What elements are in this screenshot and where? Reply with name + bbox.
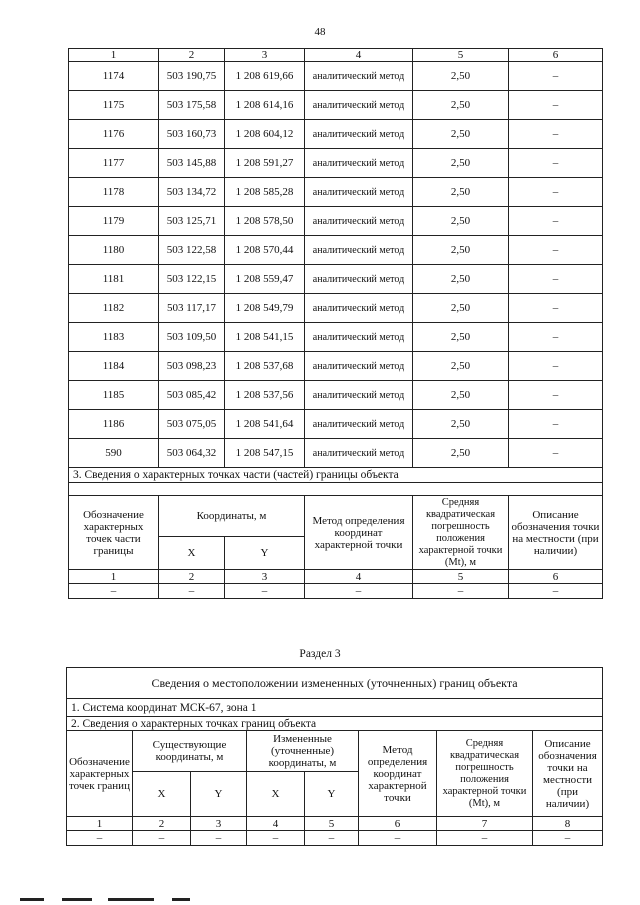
y-coord-cell: 1 208 541,15 [225,323,305,352]
column-number-row [69,49,603,62]
scan-artifact [172,898,190,901]
col-number: 1 [69,49,159,62]
dash-cell: – [305,584,413,599]
mt-cell: 2,50 [413,236,509,265]
col-number: 5 [413,570,509,584]
description-cell: – [509,323,603,352]
point-id-cell: 1185 [69,381,159,410]
method-cell: аналитический метод [305,265,413,294]
col-number: 3 [225,49,305,62]
header-existing-coords: Существующие координаты, м [133,731,247,772]
x-coord-cell: 503 175,58 [159,91,225,120]
header-y: Y [225,537,305,570]
x-coord-cell: 503 122,15 [159,265,225,294]
method-cell: аналитический метод [305,207,413,236]
header-mt: Средняя квадратическая погрешность положения характерной точки (Mt), м [413,496,509,570]
description-cell: – [509,439,603,468]
point-id-cell: 1178 [69,178,159,207]
y-coord-cell: 1 208 537,68 [225,352,305,381]
dash-cell: – [533,831,603,846]
dash-cell: – [191,831,247,846]
section-3-title: 3. Сведения о характерных точках части (частей) границы объекта [69,468,603,483]
point-row [69,323,603,352]
method-cell: аналитический метод [305,410,413,439]
scan-artifact [62,898,92,901]
point-row [69,207,603,236]
header-x: X [159,537,225,570]
method-cell: аналитический метод [305,352,413,381]
column-number-row [67,817,603,831]
x-coord-cell: 503 098,23 [159,352,225,381]
header-method: Метод определения координат характерной точки [305,496,413,570]
scan-artifact [108,898,154,901]
x-coord-cell: 503 125,71 [159,207,225,236]
point-id-cell: 1176 [69,120,159,149]
description-cell: – [509,381,603,410]
method-cell: аналитический метод [305,294,413,323]
col-number: 3 [191,817,247,831]
spacer-row [69,483,603,496]
point-row [69,410,603,439]
col-number: 5 [305,817,359,831]
section-heading: Раздел 3 [299,648,341,660]
header-method: Метод определения координат характерной точки [359,731,437,817]
mt-cell: 2,50 [413,323,509,352]
point-row [69,91,603,120]
header-existing-x: X [133,772,191,817]
dash-cell: – [225,584,305,599]
point-row [69,178,603,207]
header-existing-y: Y [191,772,247,817]
mt-cell: 2,50 [413,381,509,410]
points-section-title: 2. Сведения о характерных точках границ объекта [67,717,603,731]
header-coords: Координаты, м [159,496,305,537]
mt-cell: 2,50 [413,178,509,207]
method-cell: аналитический метод [305,62,413,91]
mt-cell: 2,50 [413,91,509,120]
dash-cell: – [69,584,159,599]
point-id-cell: 1183 [69,323,159,352]
dash-row [67,831,603,846]
col-number: 2 [133,817,191,831]
description-cell: – [509,265,603,294]
header-desc: Описание обозначения точки на местности (при наличии) [533,731,603,817]
mt-cell: 2,50 [413,207,509,236]
dash-cell: – [133,831,191,846]
header-changed-x: X [247,772,305,817]
col-number: 5 [413,49,509,62]
col-number: 6 [359,817,437,831]
col-number: 4 [247,817,305,831]
dash-cell: – [67,831,133,846]
col-number: 4 [305,570,413,584]
y-coord-cell: 1 208 549,79 [225,294,305,323]
point-id-cell: 1182 [69,294,159,323]
y-coord-cell: 1 208 537,56 [225,381,305,410]
y-coord-cell: 1 208 585,28 [225,178,305,207]
x-coord-cell: 503 085,42 [159,381,225,410]
y-coord-cell: 1 208 547,15 [225,439,305,468]
method-cell: аналитический метод [305,381,413,410]
mt-cell: 2,50 [413,439,509,468]
section-3-header-row [69,496,603,537]
dash-cell: – [359,831,437,846]
col-number: 6 [509,49,603,62]
y-coord-cell: 1 208 614,16 [225,91,305,120]
point-row [69,352,603,381]
table-title: Сведения о местоположении измененных (уточненных) границ объекта [67,668,603,699]
x-coord-cell: 503 075,05 [159,410,225,439]
point-id-cell: 590 [69,439,159,468]
mt-cell: 2,50 [413,294,509,323]
y-coord-cell: 1 208 559,47 [225,265,305,294]
scan-artifact [20,898,44,901]
description-cell: – [509,352,603,381]
point-id-cell: 1181 [69,265,159,294]
section-3-dash-row [69,584,603,599]
y-coord-cell: 1 208 570,44 [225,236,305,265]
y-coord-cell: 1 208 591,27 [225,149,305,178]
mt-cell: 2,50 [413,120,509,149]
method-cell: аналитический метод [305,439,413,468]
point-row [69,439,603,468]
x-coord-cell: 503 117,17 [159,294,225,323]
point-id-cell: 1175 [69,91,159,120]
point-id-cell: 1186 [69,410,159,439]
x-coord-cell: 503 134,72 [159,178,225,207]
method-cell: аналитический метод [305,236,413,265]
header-row [67,731,603,772]
point-id-cell: 1184 [69,352,159,381]
y-coord-cell: 1 208 541,64 [225,410,305,439]
page-number: 48 [314,26,326,38]
boundary-points-table [68,48,603,599]
description-cell: – [509,178,603,207]
description-cell: – [509,62,603,91]
col-number: 7 [437,817,533,831]
point-id-cell: 1174 [69,62,159,91]
col-number: 8 [533,817,603,831]
point-row [69,236,603,265]
point-id-cell: 1180 [69,236,159,265]
col-number: 1 [69,570,159,584]
dash-cell: – [305,831,359,846]
section-3-number-row [69,570,603,584]
description-cell: – [509,410,603,439]
header-designation: Обозначение характерных точек границ [67,731,133,817]
method-cell: аналитический метод [305,323,413,352]
x-coord-cell: 503 145,88 [159,149,225,178]
point-row [69,381,603,410]
point-row [69,149,603,178]
x-coord-cell: 503 122,58 [159,236,225,265]
description-cell: – [509,149,603,178]
col-number: 6 [509,570,603,584]
point-id-cell: 1179 [69,207,159,236]
col-number: 3 [225,570,305,584]
header-desc: Описание обозначения точки на местности (при наличии) [509,496,603,570]
mt-cell: 2,50 [413,62,509,91]
method-cell: аналитический метод [305,149,413,178]
x-coord-cell: 503 190,75 [159,62,225,91]
y-coord-cell: 1 208 578,50 [225,207,305,236]
dash-cell: – [413,584,509,599]
point-row [69,265,603,294]
dash-cell: – [509,584,603,599]
dash-cell: – [247,831,305,846]
dash-cell: – [159,584,225,599]
mt-cell: 2,50 [413,149,509,178]
col-number: 2 [159,570,225,584]
method-cell: аналитический метод [305,178,413,207]
col-number: 4 [305,49,413,62]
header-changed-y: Y [305,772,359,817]
y-coord-cell: 1 208 604,12 [225,120,305,149]
col-number: 2 [159,49,225,62]
point-row [69,62,603,91]
y-coord-cell: 1 208 619,66 [225,62,305,91]
method-cell: аналитический метод [305,120,413,149]
header-mt: Средняя квадратическая погрешность положения характерной точки (Mt), м [437,731,533,817]
description-cell: – [509,236,603,265]
description-cell: – [509,120,603,149]
header-designation: Обозначение характерных точек части границы [69,496,159,570]
dash-cell: – [437,831,533,846]
col-number: 1 [67,817,133,831]
description-cell: – [509,294,603,323]
mt-cell: 2,50 [413,352,509,381]
header-changed-coords: Измененные (уточненные) координаты, м [247,731,359,772]
coordinate-system: 1. Система координат МСК-67, зона 1 [67,699,603,717]
x-coord-cell: 503 064,32 [159,439,225,468]
changed-boundaries-table [66,667,603,846]
point-row [69,120,603,149]
x-coord-cell: 503 109,50 [159,323,225,352]
point-id-cell: 1177 [69,149,159,178]
x-coord-cell: 503 160,73 [159,120,225,149]
point-row [69,294,603,323]
method-cell: аналитический метод [305,91,413,120]
mt-cell: 2,50 [413,410,509,439]
mt-cell: 2,50 [413,265,509,294]
description-cell: – [509,91,603,120]
description-cell: – [509,207,603,236]
